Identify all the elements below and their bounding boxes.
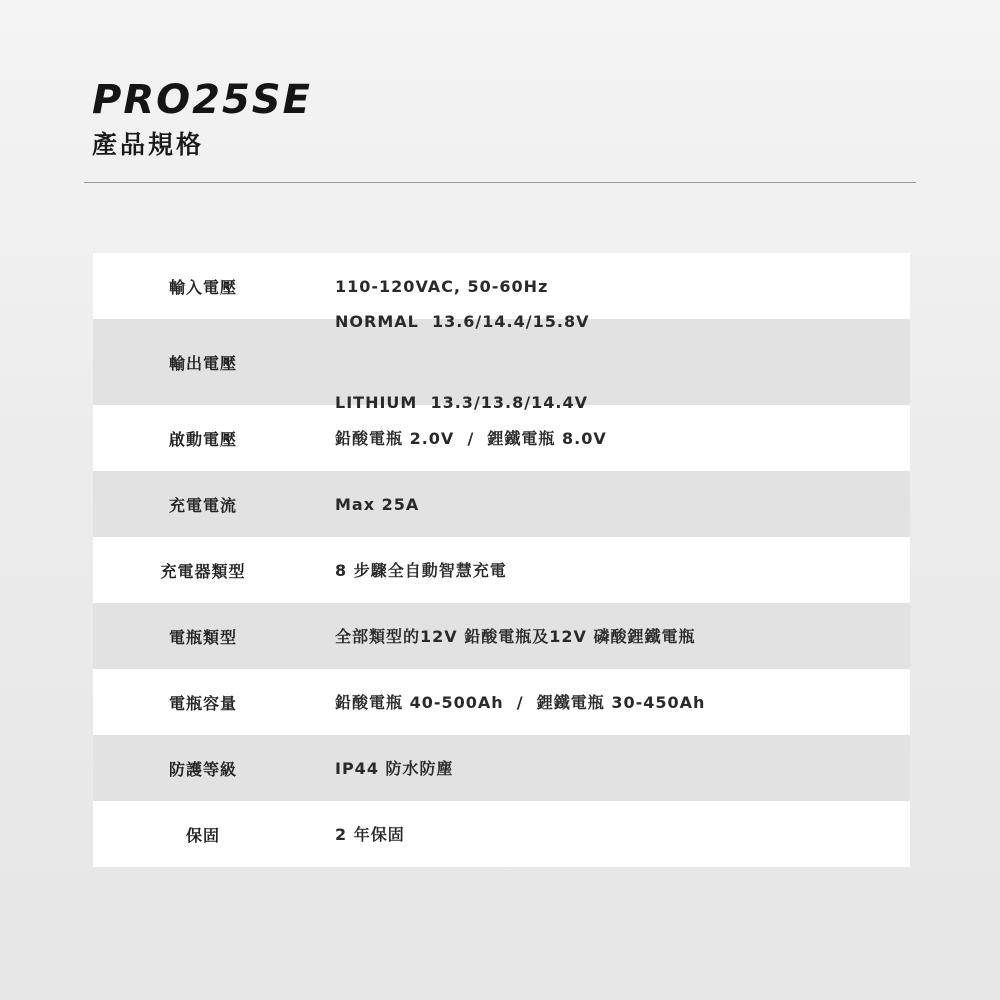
header: [92, 76, 312, 160]
model-title: PRO25SE: [92, 77, 312, 123]
spec-label: 電瓶類型: [168, 627, 237, 647]
spec-label: 防護等級: [168, 759, 237, 779]
spec-row-battery-capacity: [93, 669, 910, 735]
spec-value: [313, 821, 405, 848]
spec-row-warranty: [93, 801, 910, 867]
spec-value: [313, 635, 705, 770]
spec-value-line: LITHIUM 13.3/13.8/14.4V: [335, 393, 588, 412]
spec-label: 充電器類型: [160, 561, 246, 581]
spec-label: 輸出電壓: [168, 353, 237, 373]
spec-value-line: 110-120VAC, 50-60Hz: [335, 276, 549, 296]
spec-value-line: 2 年保固: [335, 824, 405, 844]
spec-table: [93, 253, 910, 867]
spec-value: [313, 371, 607, 506]
spec-label: 保固: [185, 825, 220, 845]
spec-value-line: 鉛酸電瓶 40-500Ah / 鋰鐵電瓶 30-450Ah: [335, 692, 706, 712]
spec-value-line: 鉛酸電瓶 2.0V / 鋰鐵電瓶 8.0V: [335, 428, 607, 448]
spec-label: 充電電流: [168, 495, 237, 515]
spec-value: [313, 755, 454, 782]
spec-value-line: IP44 防水防塵: [335, 758, 454, 778]
spec-value-line: 8 步驟全自動智慧充電: [335, 560, 507, 580]
spec-value-line: NORMAL 13.6/14.4/15.8V: [335, 312, 590, 331]
page-subtitle: 產品規格: [92, 130, 205, 159]
spec-value: [313, 557, 507, 584]
spec-row-charger-type: [93, 537, 910, 603]
spec-value: [313, 491, 419, 518]
spec-value-line: Max 25A: [335, 494, 420, 514]
spec-label: 電瓶容量: [168, 693, 237, 713]
spec-value-line: 全部類型的12V 鉛酸電瓶及12V 磷酸鋰鐵電瓶: [335, 626, 696, 646]
header-divider: [84, 182, 916, 183]
spec-label: 輸入電壓: [168, 277, 237, 297]
spec-label: 啟動電壓: [168, 429, 237, 449]
spec-row-start-voltage: [93, 405, 910, 471]
